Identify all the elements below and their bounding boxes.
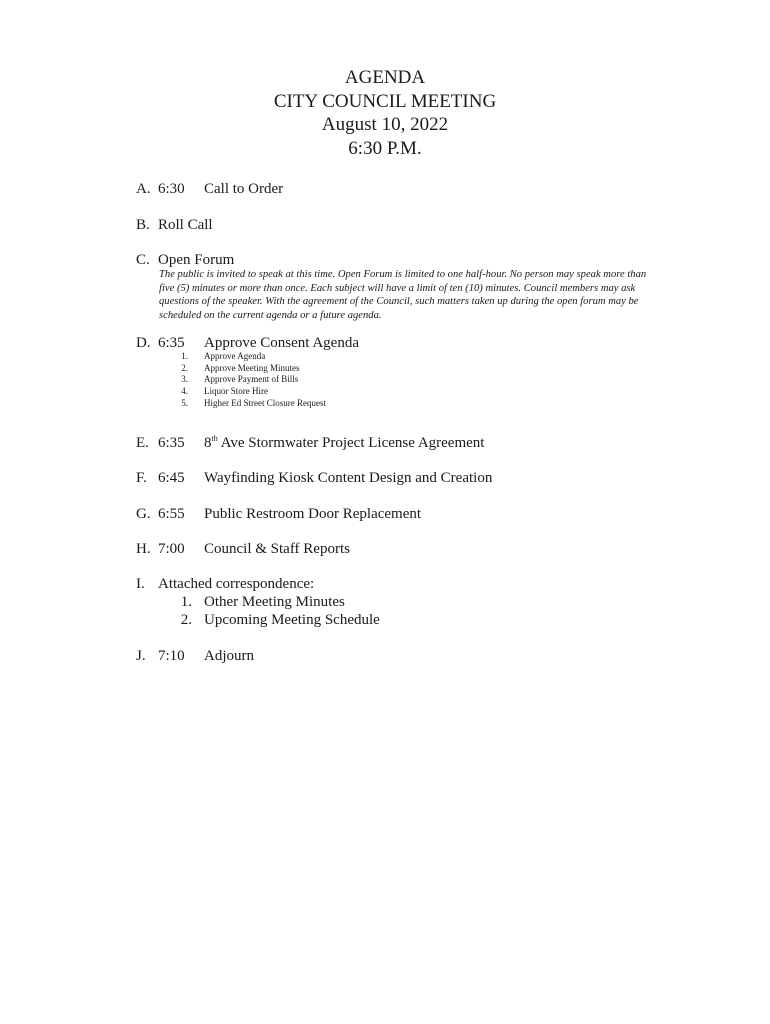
open-forum-description: The public is invited to speak at this time. Open Forum is limited to one half-hour. No person may speak more than five (5) minutes or more than once. Each subject will have a limit of ten (10) minutes. Council members may ask questions of the speaker. With the agreement of the Council, such matters taken up during the open forum may be scheduled on the current agenda or a future agenda. [159, 269, 647, 321]
title-ordinal-suffix: th [211, 434, 218, 443]
agenda-header [0, 66, 770, 160]
title-rest: Ave Stormwater Project License Agreement [217, 435, 485, 451]
item-letter: G. [136, 506, 151, 522]
item-title: Wayfinding Kiosk Content Design and Creation [204, 470, 493, 486]
item-title: Call to Order [204, 181, 284, 197]
item-title: Open Forum [158, 252, 235, 268]
list-item-label: Approve Payment of Bills [204, 374, 299, 385]
item-time: 7:10 [158, 648, 185, 664]
item-title: Attached correspondence: [158, 576, 315, 592]
header-agenda: AGENDA [344, 67, 426, 88]
item-letter: B. [136, 217, 150, 233]
item-letter: D. [136, 335, 151, 351]
list-item-label: Liquor Store Hire [204, 386, 268, 397]
item-time: 6:30 [158, 181, 185, 197]
item-letter: E. [136, 435, 149, 451]
list-item-number: 1. [181, 351, 188, 361]
item-time: 6:35 [158, 335, 185, 351]
list-item-label: Approve Meeting Minutes [204, 362, 300, 373]
item-title: Approve Consent Agenda [204, 335, 359, 351]
header-time: 6:30 P.M. [348, 137, 422, 159]
item-letter: I. [136, 576, 145, 592]
item-title: Public Restroom Door Replacement [204, 506, 422, 522]
list-item-label: Higher Ed Street Closure Request [204, 397, 326, 408]
list-item-label: Approve Agenda [204, 351, 266, 361]
list-item-label: Other Meeting Minutes [204, 594, 345, 610]
item-title [204, 434, 484, 452]
item-title: Roll Call [158, 217, 213, 233]
header-meeting-name: CITY COUNCIL MEETING [273, 90, 497, 112]
list-item-number: 1. [180, 594, 192, 610]
item-letter: J. [136, 648, 146, 664]
item-time: 6:55 [158, 506, 185, 522]
item-letter: A. [136, 181, 151, 197]
list-item-number: 4. [181, 386, 188, 397]
item-letter: C. [136, 252, 150, 268]
header-date: August 10, 2022 [321, 114, 449, 135]
list-item-number: 2. [180, 612, 192, 628]
title-ordinal-number: 8 [204, 435, 212, 451]
item-letter: F. [136, 470, 147, 486]
list-item-number: 3. [181, 374, 188, 385]
list-item-number: 2. [181, 362, 188, 373]
item-title: Adjourn [204, 648, 254, 664]
list-item-label: Upcoming Meeting Schedule [204, 612, 380, 628]
list-item-number: 5. [181, 397, 188, 408]
item-time: 7:00 [158, 541, 185, 557]
item-time: 6:45 [158, 470, 185, 486]
item-time: 6:35 [158, 435, 185, 451]
item-letter: H. [136, 541, 151, 557]
item-title: Council & Staff Reports [204, 541, 350, 557]
